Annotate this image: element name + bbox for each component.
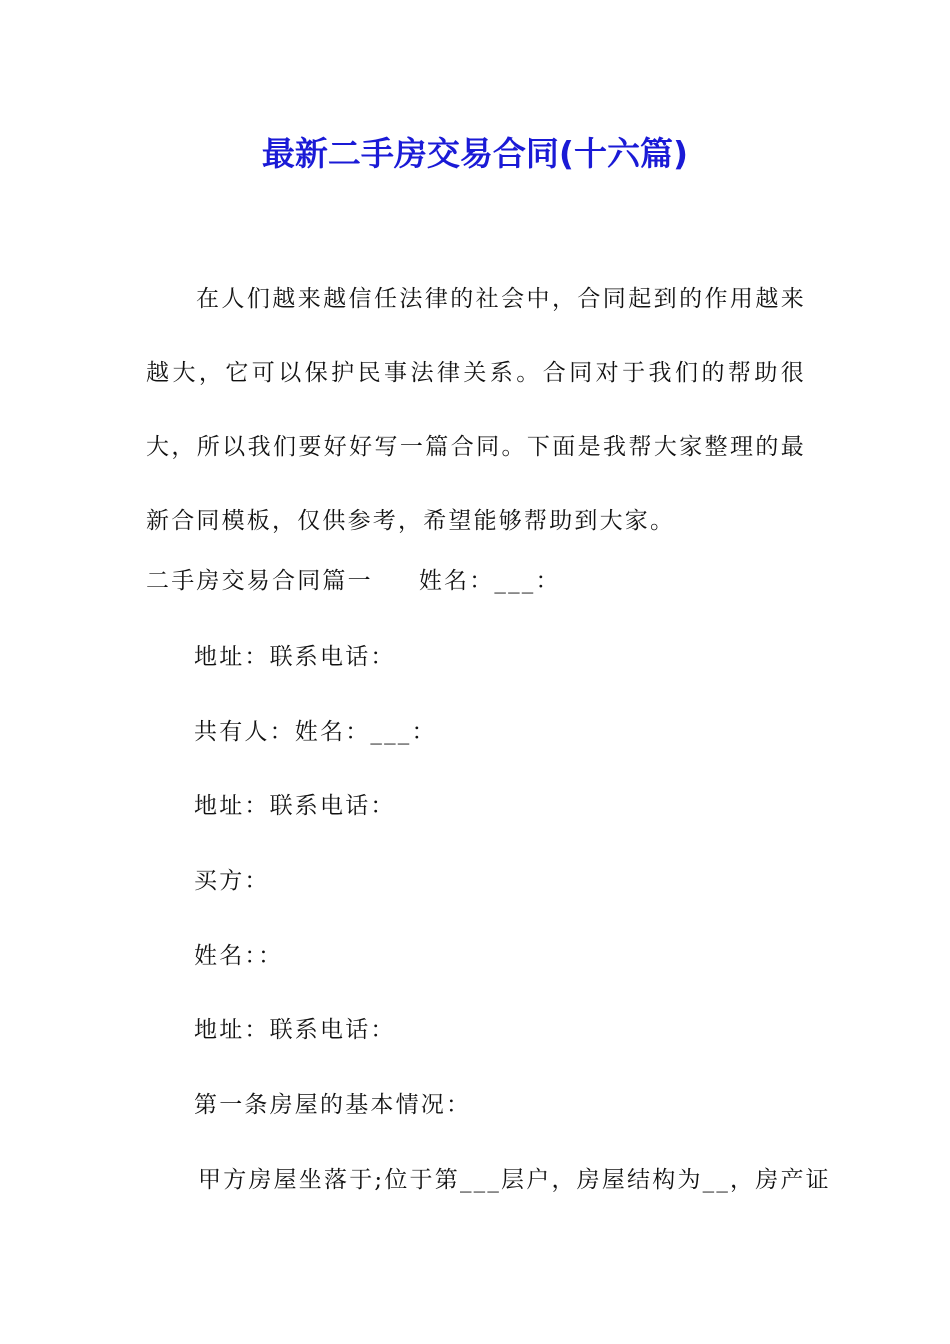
co-owner-address-line: 地址：联系电话： xyxy=(194,793,396,819)
article-one-text: 甲方房屋坐落于;位于第___层户，房屋结构为__，房产证 xyxy=(198,1167,831,1193)
document-title: 最新二手房交易合同(十六篇) xyxy=(261,134,689,173)
buyer-name-line: 姓名：： xyxy=(194,943,284,969)
co-owner-name-line: 共有人：姓名：___： xyxy=(194,719,437,745)
buyer-label-line: 买方： xyxy=(194,868,270,894)
seller-address-line: 地址：联系电话： xyxy=(194,644,396,670)
seller-name-field: 姓名：___： xyxy=(418,568,561,594)
buyer-address-line: 地址：联系电话： xyxy=(194,1017,396,1043)
section-heading: 二手房交易合同篇一 xyxy=(146,568,373,594)
article-one-heading: 第一条房屋的基本情况： xyxy=(194,1092,472,1118)
intro-paragraph: 在人们越来越信任法律的社会中，合同起到的作用越来越大，它可以保护民事法律关系。合同对于我们的帮助很大，所以我们要好好写一篇合同。下面是我帮大家整理的最新合同模板，仅供参考，希望能够帮助到大家。 xyxy=(146,286,806,534)
section-heading-line xyxy=(146,561,561,601)
